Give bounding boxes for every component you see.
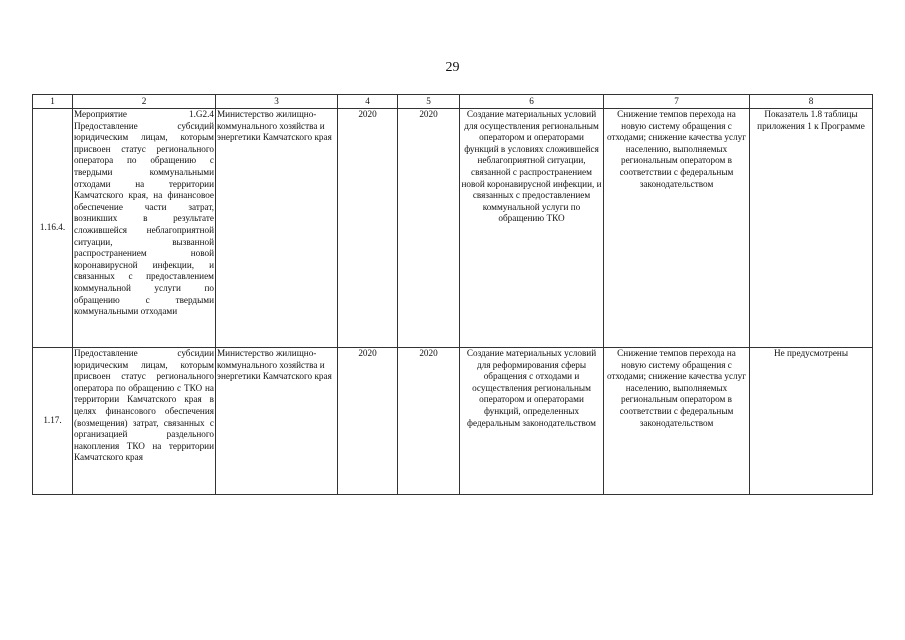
program-measures-table (32, 94, 873, 495)
non-implementation-consequences: Снижение темпов перехода на новую систему обращения с отходами; снижение качества услуг населению, выполняемых региональным оператором в соответствии с федеральным законодательством (604, 348, 750, 495)
page-number: 29 (445, 60, 460, 75)
column-header: 1 (33, 95, 73, 109)
column-header: 8 (750, 95, 873, 109)
non-implementation-consequences: Снижение темпов перехода на новую систему обращения с отходами; снижение качества услуг населению, выполняемых региональным оператором в соответствии с федеральным законодательством (604, 109, 750, 348)
indicator-link: Не предусмотрены (750, 348, 873, 495)
table-row (33, 348, 873, 495)
end-year: 2020 (398, 348, 460, 495)
measure-description: Мероприятие 1.G2.4 Предоставление субсидий юридическим лицам, которым присвоен статус регионального оператора по обращению с твердыми коммунальными отходами на территории Камчатского края, на финансовое обеспечение части затрат, возникших в результате сложившейся неблагоприятной ситуации, вызванной распространением новой коронавирусной инфекции, и связанных с предоставлением коммунальной услуги по обращению с твердыми коммунальными отходами (73, 109, 216, 348)
end-year: 2020 (398, 109, 460, 348)
column-header: 6 (460, 95, 604, 109)
row-number: 1.17. (33, 348, 73, 495)
expected-result: Создание материальных условий для осуществления региональным оператором и операторами функций в условиях сложившейся неблагоприятной ситуации, связанной с распространением новой коронавирусной инфекции, и связанных с предоставлением коммунальной услуги по обращению ТКО (460, 109, 604, 348)
indicator-link: Показатель 1.8 таблицы приложения 1 к Программе (750, 109, 873, 348)
column-header: 5 (398, 95, 460, 109)
expected-result: Создание материальных условий для реформирования сферы обращения с отходами и осуществления региональным оператором и операторами функций, определенных федеральным законодательством (460, 348, 604, 495)
column-number-row (33, 95, 873, 109)
column-header: 7 (604, 95, 750, 109)
table-row (33, 109, 873, 348)
responsible-executor: Министерство жилищно-коммунального хозяйства и энергетики Камчатского края (216, 348, 338, 495)
column-header: 2 (73, 95, 216, 109)
row-number: 1.16.4. (33, 109, 73, 348)
responsible-executor: Министерство жилищно-коммунального хозяйства и энергетики Камчатского края (216, 109, 338, 348)
measure-description: Предоставление субсидии юридическим лицам, которым присвоен статус регионального оператора по обращению с ТКО на территории Камчатского края в целях финансового обеспечения (возмещения) затрат, связанных с организацией раздельного накопления ТКО на территории Камчатского края (73, 348, 216, 495)
start-year: 2020 (338, 348, 398, 495)
column-header: 4 (338, 95, 398, 109)
start-year: 2020 (338, 109, 398, 348)
column-header: 3 (216, 95, 338, 109)
